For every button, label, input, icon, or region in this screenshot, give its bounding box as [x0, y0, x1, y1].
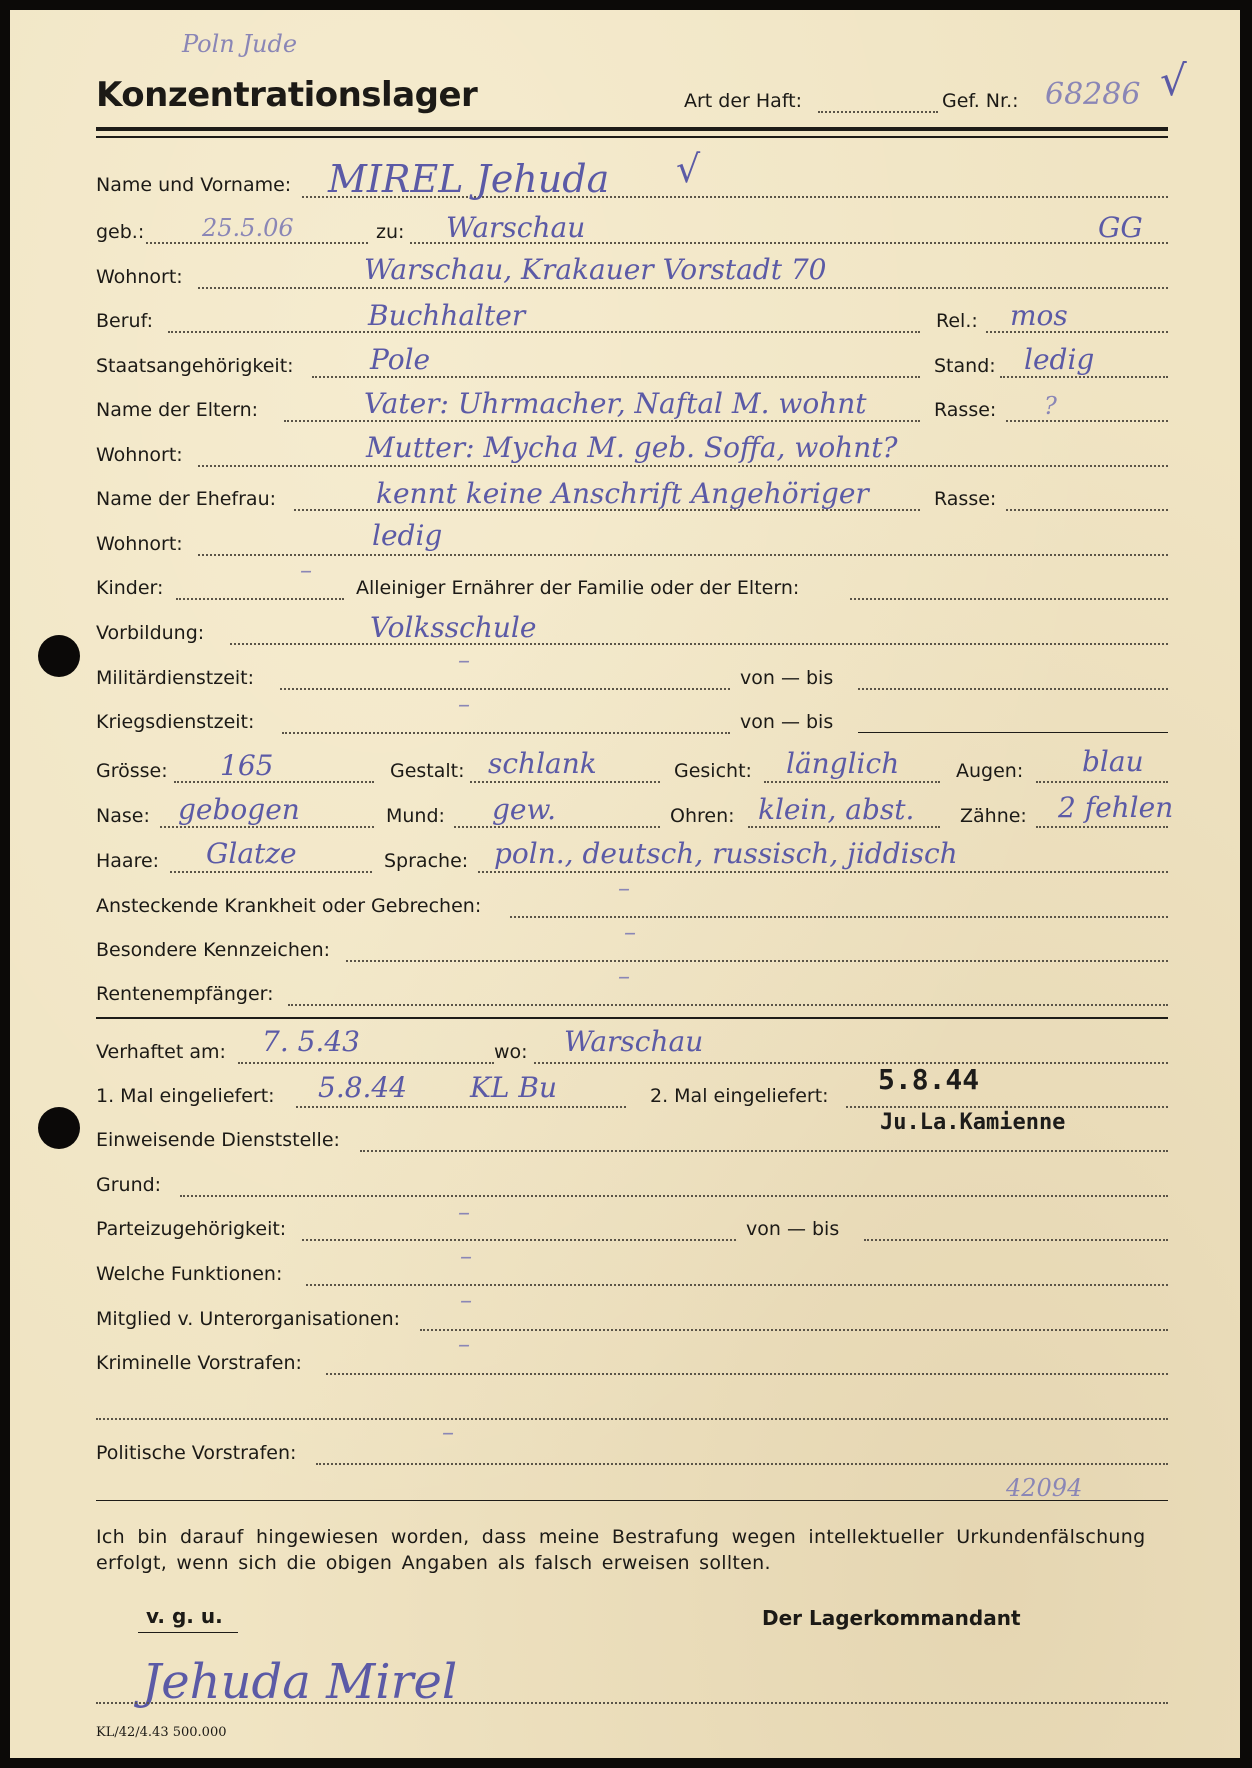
ehefrau-value: kennt keine Anschrift Angehöriger	[376, 477, 869, 510]
von-bis-label: von — bis	[740, 667, 834, 689]
von-bis-label: von — bis	[746, 1218, 840, 1240]
haare-value: Glatze	[206, 837, 297, 870]
ohren-label: Ohren:	[670, 805, 735, 827]
eltern-value: Vater: Uhrmacher, Naftal M. wohnt	[364, 387, 867, 420]
funktionen-value: –	[460, 1242, 472, 1270]
zaehne-label: Zähne:	[960, 805, 1027, 827]
staatsangehoerigkeit-label: Staatsangehörigkeit:	[96, 355, 294, 377]
form-title: Konzentrationslager	[96, 75, 478, 115]
sprache-label: Sprache:	[384, 850, 469, 872]
staatsangehoerigkeit-value: Pole	[370, 343, 431, 376]
form-code: KL/42/4.43 500.000	[96, 1725, 227, 1740]
kinder-label: Kinder:	[96, 577, 164, 599]
ehefrau-label: Name der Ehefrau:	[96, 488, 277, 510]
wohnort-label: Wohnort:	[96, 266, 183, 288]
militaer-value: –	[458, 646, 470, 674]
zaehne-value: 2 fehlen	[1058, 791, 1174, 824]
statement-line-1: Ich bin darauf hingewiesen worden, dass meine Bestrafung wegen intellektueller Urkundenfälschung	[96, 1526, 1146, 1548]
kinder-value: –	[300, 556, 312, 584]
rente-label: Rentenempfänger:	[96, 983, 274, 1005]
krankheit-value: –	[618, 874, 630, 902]
wo-label: wo:	[494, 1041, 528, 1063]
rasse-value: ?	[1044, 392, 1057, 420]
politische-value: –	[442, 1418, 454, 1446]
augen-label: Augen:	[956, 760, 1024, 782]
name-value: MIREL Jehuda	[328, 157, 610, 201]
wo-value: Warschau	[564, 1025, 704, 1058]
partei-value: –	[458, 1198, 470, 1226]
politische-label: Politische Vorstrafen:	[96, 1442, 297, 1464]
gesicht-label: Gesicht:	[674, 760, 752, 782]
stand-value: ledig	[1024, 343, 1095, 376]
mund-label: Mund:	[386, 805, 445, 827]
ernaehrer-label: Alleiniger Ernährer der Familie oder der Eltern:	[356, 577, 800, 599]
punch-hole	[38, 635, 80, 677]
mal2-stamp-place: Ju.La.Kamienne	[880, 1110, 1066, 1135]
rasse-label: Rasse:	[934, 399, 997, 421]
wohnort2-label: Wohnort:	[96, 444, 183, 466]
ohren-value: klein, abst.	[758, 793, 915, 826]
kriminelle-value: –	[458, 1330, 470, 1358]
statement-line-2: erfolgt, wenn sich die obigen Angaben als falsch erweisen sollten.	[96, 1552, 771, 1574]
vgu-label: v. g. u.	[146, 1604, 223, 1628]
rente-value: –	[618, 962, 630, 990]
gef-nr-label: Gef. Nr.:	[942, 90, 1019, 112]
mund-value: gew.	[492, 793, 557, 826]
geb-value: 25.5.06	[202, 214, 294, 242]
gestalt-value: schlank	[488, 747, 597, 780]
kriminelle-label: Kriminelle Vorstrafen:	[96, 1352, 302, 1374]
krieg-label: Kriegsdienstzeit:	[96, 711, 255, 733]
mal1-value: 5.8.44	[318, 1071, 408, 1104]
nase-value: gebogen	[178, 793, 300, 826]
haare-label: Haare:	[96, 850, 160, 872]
vorbildung-label: Vorbildung:	[96, 622, 205, 644]
verhaftet-value: 7. 5.43	[262, 1025, 360, 1058]
grund-label: Grund:	[96, 1174, 162, 1196]
mal1-label: 1. Mal eingeliefert:	[96, 1085, 275, 1107]
archive-number: 42094	[1006, 1474, 1083, 1502]
zu-label: zu:	[376, 221, 405, 243]
kennzeichen-value: –	[624, 918, 636, 946]
rasse2-label: Rasse:	[934, 488, 997, 510]
augen-value: blau	[1082, 745, 1144, 778]
rel-label: Rel.:	[936, 310, 978, 332]
wohnort3-label: Wohnort:	[96, 533, 183, 555]
von-bis-label: von — bis	[740, 711, 834, 733]
groesse-label: Grösse:	[96, 760, 168, 782]
stand-label: Stand:	[934, 355, 996, 377]
gestalt-label: Gestalt:	[390, 760, 465, 782]
eltern-label: Name der Eltern:	[96, 399, 259, 421]
rel-value: mos	[1010, 299, 1068, 332]
mal2-stamp-date: 5.8.44	[878, 1063, 980, 1096]
lagerkommandant-label: Der Lagerkommandant	[762, 1606, 1021, 1630]
krankheit-label: Ansteckende Krankheit oder Gebrechen:	[96, 895, 482, 917]
zu-value: Warschau	[446, 211, 586, 244]
punch-hole	[38, 1107, 80, 1149]
wohnort-value: Warschau, Krakauer Vorstadt 70	[364, 253, 827, 286]
mitglied-label: Mitglied v. Unterorganisationen:	[96, 1308, 401, 1330]
krieg-value: –	[458, 690, 470, 718]
prisoner-registration-form	[10, 10, 1240, 1758]
nase-label: Nase:	[96, 805, 150, 827]
kennzeichen-label: Besondere Kennzeichen:	[96, 939, 331, 961]
dienststelle-label: Einweisende Dienststelle:	[96, 1129, 340, 1151]
pencil-note: Poln Jude	[182, 30, 298, 58]
wohnort2-value: Mutter: Mycha M. geb. Soffa, wohnt?	[366, 431, 898, 464]
gesicht-value: länglich	[786, 747, 900, 780]
partei-label: Parteizugehörigkeit:	[96, 1218, 287, 1240]
art-der-haft-label: Art der Haft:	[684, 90, 803, 112]
verhaftet-label: Verhaftet am:	[96, 1041, 226, 1063]
wohnort3-value: ledig	[372, 519, 443, 552]
mal2-label: 2. Mal eingeliefert:	[650, 1085, 829, 1107]
groesse-value: 165	[220, 749, 274, 782]
prisoner-number: 68286	[1045, 77, 1141, 112]
geb-label: geb.:	[96, 221, 145, 243]
beruf-value: Buchhalter	[368, 299, 526, 332]
beruf-label: Beruf:	[96, 310, 153, 332]
zu-code: GG	[1098, 211, 1143, 244]
vorbildung-value: Volksschule	[370, 611, 537, 644]
mal1-place: KL Bu	[470, 1071, 558, 1104]
mitglied-value: –	[460, 1286, 472, 1314]
checkmark: √	[1160, 56, 1187, 105]
sprache-value: poln., deutsch, russisch, jiddisch	[494, 837, 958, 870]
militaer-label: Militärdienstzeit:	[96, 667, 255, 689]
prisoner-signature: Jehuda Mirel	[142, 1654, 458, 1710]
name-label: Name und Vorname:	[96, 174, 292, 196]
funktionen-label: Welche Funktionen:	[96, 1263, 283, 1285]
name-checkmark: √	[676, 147, 701, 191]
